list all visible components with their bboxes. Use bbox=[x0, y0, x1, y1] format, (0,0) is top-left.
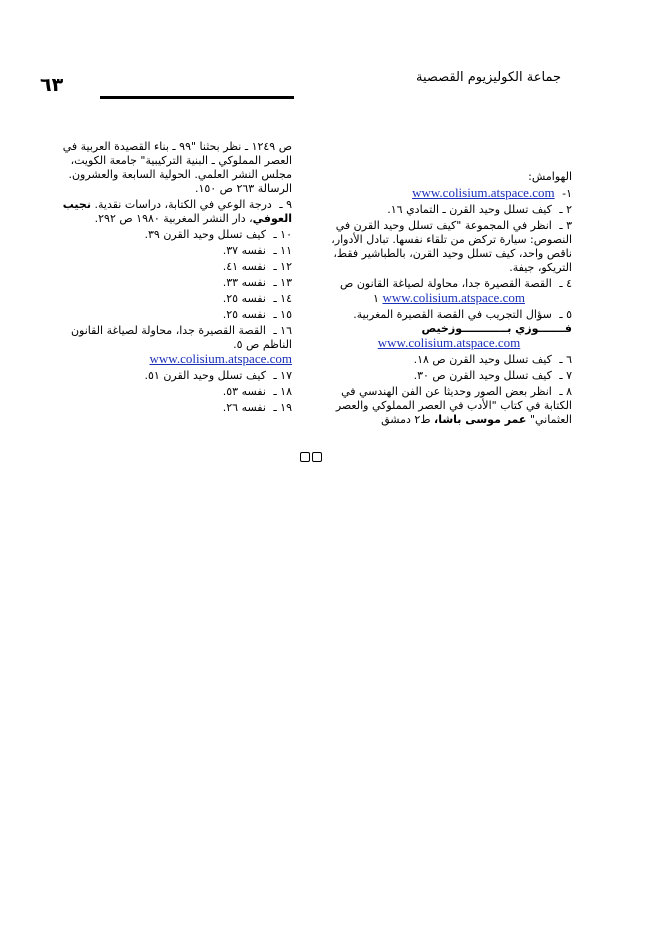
footnote-number: ٥ ـ bbox=[559, 308, 572, 321]
footnote-text: انظر في المجموعة "كيف تسلل وحيد القرن في النصوص: سيارة تركض من تلقاء نفسها. تبادل الأدوار، ناقص واحد، كيف تسلل وحيد القرن، بالطباشير فقط، التريكو، جيفة. bbox=[331, 219, 572, 274]
footnote-text: القصة القصيرة جدا، محاولة لصياغة القانون ص bbox=[340, 277, 552, 290]
footnote-text: القصة القصيرة جدا، محاولة لصياغة القانون الناظم ص ٥. bbox=[70, 324, 292, 351]
footnote-text: ص ١٢٤٩ ـ نظر بحثنا "٩٩ ـ بناء القصيدة العربية في العصر المملوكي ـ البنية التركيبية" جامعة الكويت، مجلس النشر العلمي. الحولية السابعة والعشرون. الرسالة ٢٦٣ ص ١٥٠. bbox=[62, 140, 292, 195]
footnote-number: ١٢ ـ bbox=[273, 260, 292, 273]
footnote-number: ١٣ ـ bbox=[273, 276, 292, 289]
footnote bbox=[58, 324, 292, 367]
footnote bbox=[58, 140, 292, 196]
footnote bbox=[58, 198, 292, 226]
footnote-text: نفسه ٤١. bbox=[222, 260, 266, 273]
footnote-text: انظر بعض الصور وحديثا عن الفن الهندسي في الكتابة في كتاب "الأدب في العصر المملوكي والعصر العثماني" bbox=[335, 385, 572, 426]
running-title: جماعة الكوليزيوم القصصية bbox=[416, 70, 561, 85]
footnote bbox=[58, 228, 292, 242]
footnote-text: نفسه ٢٦. bbox=[222, 401, 266, 414]
footnote-text: نفسه ٣٧. bbox=[222, 244, 266, 257]
footnote-number: ١٨ ـ bbox=[273, 385, 292, 398]
notes-column-left bbox=[58, 140, 292, 417]
page-number: ٦٣ bbox=[40, 74, 64, 96]
header-rule bbox=[100, 96, 294, 99]
footnote-text: كيف تسلل وحيد القرن ص ١٨. bbox=[413, 353, 552, 366]
footnote bbox=[58, 292, 292, 306]
footnote-text: كيف تسلل وحيد القرن ٥١. bbox=[144, 369, 266, 382]
footnote-text: كيف تسلل وحيد القرن ٣٩. bbox=[144, 228, 266, 241]
footnote bbox=[326, 369, 572, 383]
footnote-link[interactable]: www.colisium.atspace.com bbox=[412, 185, 555, 200]
square-ornament-icon bbox=[312, 452, 322, 462]
footnote-text-after: ، دار النشر المغربية ١٩٨٠ ص ٢٩٢. bbox=[94, 212, 253, 225]
footnote-text: كيف تسلل وحيد القرن ص ٣٠. bbox=[413, 369, 552, 382]
footnote-number: ٨ ـ bbox=[559, 385, 572, 398]
footnote bbox=[58, 244, 292, 258]
footnote bbox=[326, 385, 572, 427]
author-name: فـــــــوزي بــــــــــــوزخيص bbox=[421, 322, 572, 335]
footnote-text: نفسه ٥٣. bbox=[222, 385, 266, 398]
footnote bbox=[326, 186, 572, 201]
footnote bbox=[326, 203, 572, 217]
footnote-number: ٤ ـ bbox=[559, 277, 572, 290]
notes-heading: الهوامش: bbox=[528, 170, 572, 183]
footnote bbox=[326, 353, 572, 367]
footnote-number: ١٠ ـ bbox=[273, 228, 292, 241]
footnote-link-line bbox=[326, 291, 572, 306]
footnote bbox=[326, 308, 572, 351]
footnote bbox=[58, 385, 292, 399]
footnote-number: ٩ ـ bbox=[279, 198, 292, 211]
footnote bbox=[58, 260, 292, 274]
section-end-ornament bbox=[300, 452, 322, 462]
footnote-number: ١٩ ـ bbox=[273, 401, 292, 414]
author-name: عمر موسى باشا، bbox=[434, 413, 527, 426]
footnote-number: ١٦ ـ bbox=[273, 324, 292, 337]
footnote bbox=[58, 369, 292, 383]
footnote-number: ١٤ ـ bbox=[273, 292, 292, 305]
footnote-number: ٣ ـ bbox=[559, 219, 572, 232]
footnote bbox=[58, 401, 292, 415]
footnote bbox=[326, 277, 572, 306]
footnote-number: ٧ ـ bbox=[559, 369, 572, 382]
footnote-link[interactable]: www.colisium.atspace.com bbox=[382, 290, 525, 305]
footnote-text: سؤال التجريب في القصة القصيرة المغربية. bbox=[353, 308, 552, 321]
footnote bbox=[58, 276, 292, 290]
footnote-text-after: ط٢ دمشق bbox=[381, 413, 431, 426]
footnote-text: نفسه ٢٥. bbox=[222, 292, 266, 305]
footnote-link-suffix: ١ bbox=[373, 292, 379, 305]
notes-column-right bbox=[326, 140, 572, 429]
footnote-link[interactable]: www.colisium.atspace.com bbox=[149, 351, 292, 366]
author-name: نجيب العوفي bbox=[62, 198, 292, 225]
footnote-text: درجة الوعي في الكتابة، دراسات نقدية. bbox=[94, 198, 272, 211]
footnote-number: ١١ ـ bbox=[273, 244, 292, 257]
footnote-number: ١٧ ـ bbox=[273, 369, 292, 382]
footnote-link[interactable]: www.colisium.atspace.com bbox=[377, 335, 521, 350]
footnote-number: ٢ ـ bbox=[559, 203, 572, 216]
footnote bbox=[326, 219, 572, 275]
footnote-number: ١٥ ـ bbox=[273, 308, 292, 321]
footnote-text: نفسه ٢٥. bbox=[222, 308, 266, 321]
footnote-text: نفسه ٣٣. bbox=[222, 276, 266, 289]
footnote bbox=[58, 308, 292, 322]
footnote-text: كيف تسلل وحيد القرن ـ التمادي ١٦. bbox=[387, 203, 552, 216]
square-ornament-icon bbox=[300, 452, 310, 462]
footnote-number: ١- bbox=[562, 187, 572, 200]
footnote-number: ٦ ـ bbox=[559, 353, 572, 366]
